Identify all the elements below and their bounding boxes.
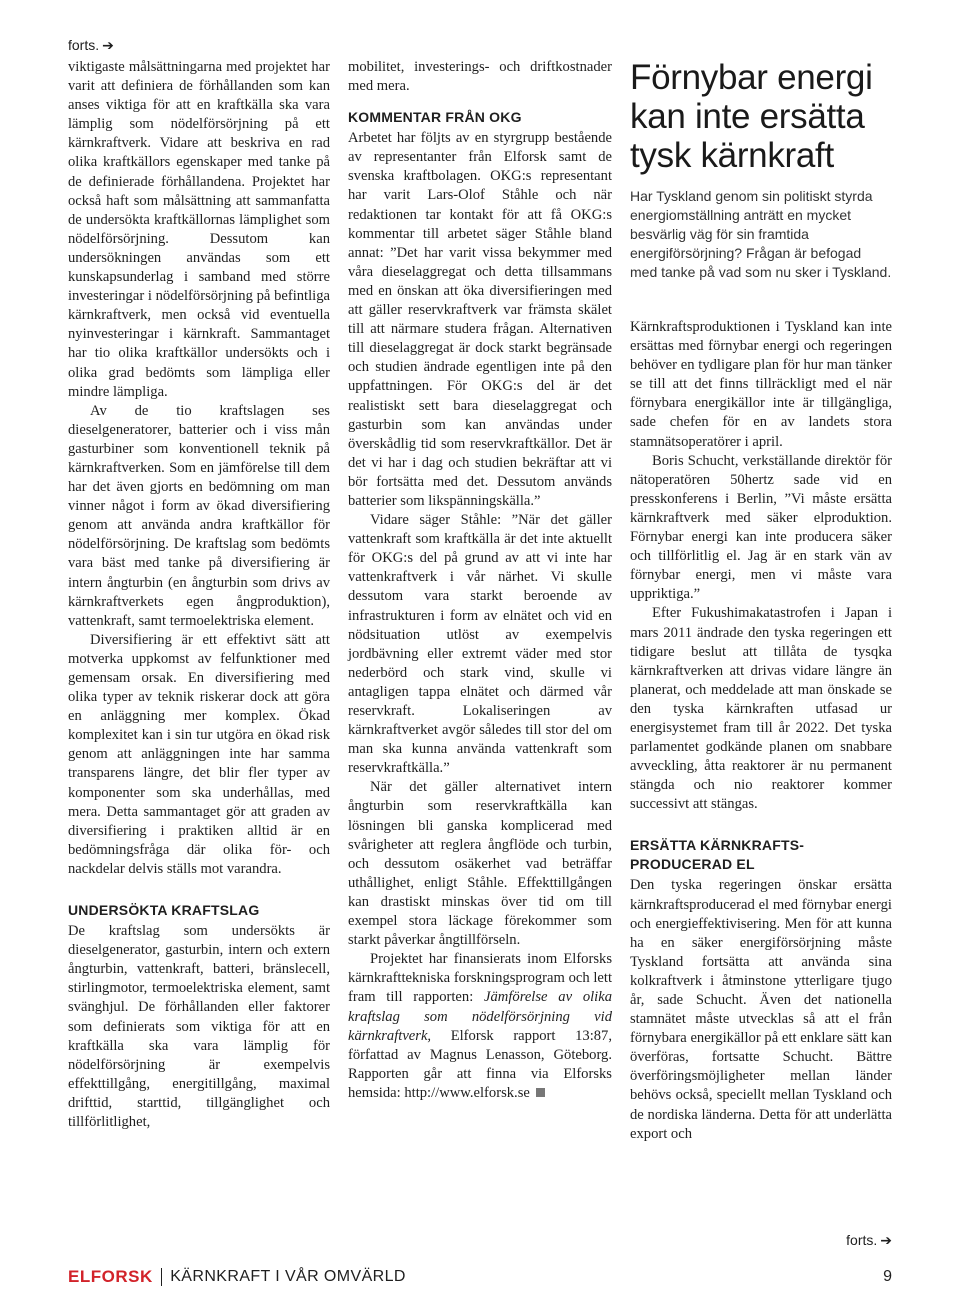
paragraph: Av de tio kraftslagen ses dieselgeneratorer, batterier och i viss mån gasturbiner som konventionell teknik på kärnkraftverken. Som en jämförelse till dem har det även gjorts en bedömning om man vinner något i form av ökad diversifiering genom att använda andra kraftkällor för nödelförsörjning. De kraftslag som bedömts vara bäst med tanke på diversifiering är intern ångturbin (en ångturbin som drivs av kärnkraftverkets egen ångproduktion), vattenkraft, samt termoelektriska element.	[68, 402, 330, 629]
paragraph: Arbetet har följts av en styrgrupp bestående av representanter från Elforsk samt de svenska kraftbolagen. OKG:s representant har varit Lars-Olof Ståhle och när redaktionen tar kontakt för att få OKG:s kommentar till arbetet säger Ståhle bland annat: ”Det har varit vissa bekymmer med våra dieselaggregat och detta tillsammans med en önskan att öka diversifieringen med att gäller reservkraftverk var främsta skälet till att närmare studera frågan. Alternativen till dieselaggregat är dock starkt begränsade och studien ändrade egentligen inte på den uppfattningen. För OKG:s del är det realistiskt sett bara dieselaggregat och gasturbin som kan användas under överskådlig tid som reservkraftkällor. Det är det vi har i dag och studien bekräftar att vi bör fortsätta med det. Dessutom används batterier som likspänningskälla.”	[348, 130, 612, 509]
continued-text: forts.	[846, 1232, 878, 1248]
column-1	[68, 36, 330, 1132]
arrow-right-icon: ➔	[102, 37, 114, 53]
subheading: KOMMENTAR FRÅN OKG	[348, 109, 522, 126]
paragraph: De kraftslag som undersökts är dieselgenerator, gasturbin, intern och extern ångturbin, vattenkraft, batteri, bränslecell, stirlingmotor, termoelektriska element, samt svänghjul. De förhållanden eller faktorer som definierats som viktiga för att en kraftkälla ska vara lämplig för nödelförsörjning är exempelvis effekttillgång, energitillgång, maximal drifttid, starttid, tillgänglighet och tillförlitlighet,	[68, 923, 330, 1130]
section-title: KÄRNKRAFT I VÅR OMVÄRLD	[170, 1268, 406, 1285]
subheading: UNDERSÖKTA KRAFTSLAG	[68, 902, 260, 919]
article-ingress: Har Tyskland genom sin politiskt styrda energiomställning anträtt en mycket besvärlig väg för sin framtida energiförsörjning? Frågan är befogad med tanke på vad som nu sker i Tyskland.	[630, 188, 892, 280]
footer-divider	[161, 1268, 163, 1286]
report-reference-paragraph	[348, 950, 612, 1103]
paragraph: Vidare säger Ståhle: ”När det gäller vattenkraft som kraftkälla är det inte aktuellt för OKG:s del på grund av att vi inte har vattenkraftverk i vår närhet. Vi skulle dessutom vara starkt beroende av infrastrukturen i form av elnätet och vid en nödsituation utlöst av exempelvis jordbävning eller extremt väder med stor nederbörd och stark vind, skulle vi antagligen tappa elnätet och därmed vår reservkraft. Lokaliseringen av kärnkraftverket avgör således till stor del om man ska kunna använda vattenkraft som reservkraftkälla.”	[348, 512, 612, 777]
paragraph: Den tyska regeringen önskar ersätta kärnkraftsproducerad el med förnybar energi och energieffektivisering. Men för att kunna ha en säker energiförsörjning måste Tyskland fortsätta att använda sina kolkraftverk i åtminstone ytterligare tjugo år, sade Schucht. Även det nationella stamnätet måste utvecklas så att el från förnybara energikällor på ett enklare sätt kan överföras, fortsatte Schucht. Bättre överföringsmöjligheter mellan länder behövs också, speciellt mellan Tyskland och de nordiska länderna. Detta för att underlätta export och	[630, 877, 892, 1142]
report-intro: Projektet har finansierats inom Elforsks kärnkrafttekniska forskningsprogram och lett fram till rapporten:	[348, 951, 612, 1006]
paragraph: Kärnkraftsproduktionen i Tyskland kan inte ersättas med förnybar energi och regeringen behöver en tydligare plan för hur man tänker se till att det finns tillräckligt med el när förnybara energikällor inte är tillgängliga, sade chefen för en av landets stora stamnätsoperatörer i april.	[630, 319, 892, 450]
page-footer	[68, 1265, 892, 1289]
continued-from-label	[68, 36, 330, 54]
end-square-icon	[536, 1088, 545, 1097]
paragraph: När det gäller alternativet intern ångturbin som reservkraftkälla kan lösningen bli ganska komplicerad med svårigheter att reglera ångflöde och turbin, och dessutom osäkerhet vad beträffar uthållighet, enligt Ståhle. Effekttillgången kan drastiskt minskas över tid om till exempel stora läckage förekommer som starkt påverkar ångtillförseln.	[348, 779, 612, 949]
continued-on-label	[846, 1232, 892, 1248]
paragraph: Diversifiering är ett effektivt sätt att motverka uppkomst av felfunktioner med gemensam orsak. En diversifiering med olika typer av teknik riskerar dock att göra en anläggning mer komplex. Ökad komplexitet kan i sin tur utgöra en ökad risk genom att anläggningen inte har samma transparens längre, det blir fler typer av komponenter som ska underhållas, med mera. Detta sammantaget gör att graden av diversifiering i praktiken alltid är en bedömningsfråga där olika för- och nackdelar delvis ställs mot varandra.	[68, 631, 330, 877]
paragraph: mobilitet, investerings- och driftkostnader med mera.	[348, 59, 612, 95]
report-outro: Elforsk rapport 13:87, författad av Magnus Lenasson, Göteborg. Rapporten går att finna via Elforsks hemsida: http://www.elforsk.se	[348, 1027, 612, 1101]
arrow-right-icon: ➔	[880, 1232, 892, 1248]
article-headline: Förnybar energi kan inte ersätta tysk kärnkraft	[630, 58, 873, 175]
page-number: 9	[883, 1268, 892, 1285]
paragraph: viktigaste målsättningarna med projektet har varit att definiera de förhållanden som kan anses viktiga för att en kraftkälla ska vara lämplig som nödelförsörjning på ett kärnkraftverk. Vidare att beskriva en rad olika kraftkällors egenskaper med tanke på de definierade förhållandena. Projektet har också haft som målsättning att sammanfatta de undersökta kraftkällornas lämplighet som nödelförsörjning. Dessutom kan undersökningen användas som ett kunskapsunderlag i samband med större investeringar i nödelförsörjning på befintliga kärnkraftverk, men också vid eventuella nyinvesteringar i kärnkraft. Sammantaget har tio olika kraftkällor undersökts och i olika grad bedömts som lämpliga eller mindre lämpliga.	[68, 59, 330, 400]
column-3	[630, 58, 892, 1144]
subheading: ERSÄTTA KÄRNKRAFTS-PRODUCERAD EL	[630, 837, 805, 873]
paragraph: Boris Schucht, verkställande direktör för nätoperatören 50hertz sade vid en presskonferens i Berlin, ”Vi måste ersätta kärnkraftverk med säker elproduktion. Förnybar energi kan inte producera säker och tillförlitlig el. Jag är en stark vän av förnybar energi, men vi måste vara uppriktiga.”	[630, 452, 892, 603]
continued-text: forts.	[68, 37, 100, 53]
report-title: Jämförelse av olika kraftslag som nödelförsörjning vid kärnkraftverk,	[348, 989, 612, 1044]
elforsk-logo: ELFORSK	[68, 1267, 153, 1286]
column-2	[348, 58, 612, 1103]
paragraph: Efter Fukushimakatastrofen i Japan i mars 2011 ändrade den tyska regeringen ett tidigare beslut att tillåta de tysqka kärnkraftverken att drivas vidare längre än planerat, och meddelade att man önskade se den tyska kärnkraften utfasad ur energisystemet fram till år 2022. Det tyska parlamentet godkände planen om snabbare avveckling, åtta reaktorer är nu permanent stängda och nio reaktorer kommer successivt att stängas.	[630, 605, 892, 813]
